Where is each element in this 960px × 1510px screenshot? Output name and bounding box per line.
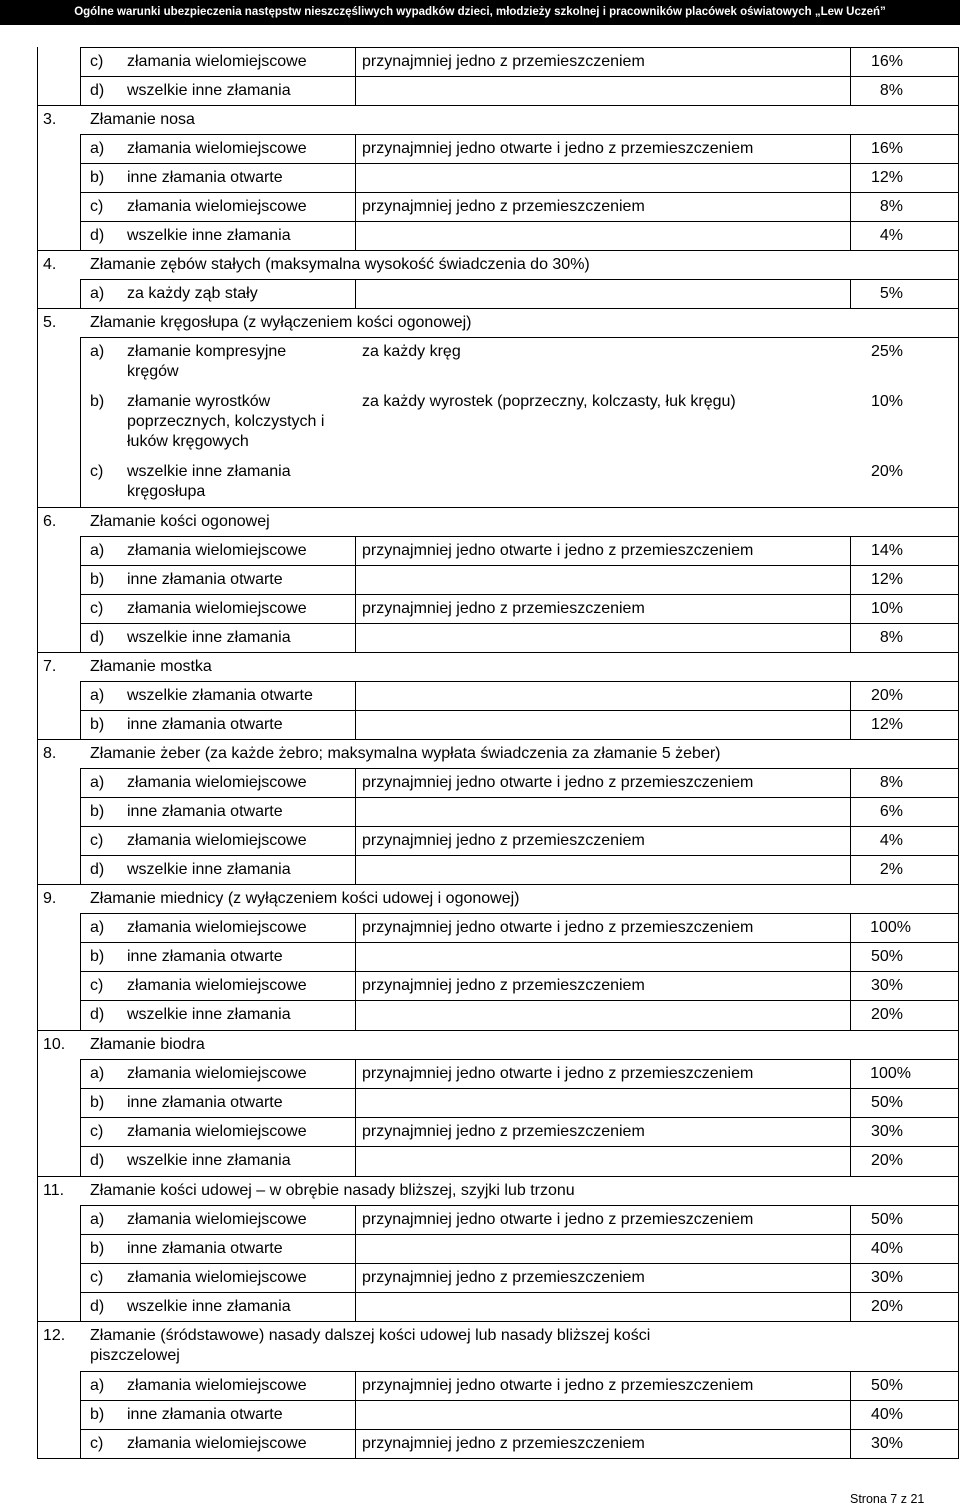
section-number: 5.: [43, 314, 57, 331]
item-percent: 40%: [870, 1406, 903, 1423]
rule-line: [80, 536, 959, 537]
item-percent: 30%: [870, 1123, 903, 1140]
rule-line: [80, 163, 81, 192]
item-description: inne złamania otwarte: [127, 169, 283, 186]
item-percent: 30%: [870, 1435, 903, 1452]
rule-line: [80, 826, 81, 855]
rule-line: [355, 1400, 356, 1429]
rule-line: [355, 913, 356, 942]
item-condition: przynajmniej jedno z przemieszczeniem: [362, 832, 645, 849]
rule-line: [80, 387, 81, 457]
item-description: złamanie wyrostków poprzecznych, kolczystych i łuków kręgowych: [127, 393, 325, 450]
item-condition: za każdy kręg: [362, 343, 461, 360]
rule-line: [37, 308, 959, 309]
rule-line: [37, 1030, 959, 1031]
rule-line: [80, 1234, 81, 1263]
item-description: złamania wielomiejscowe: [127, 1269, 307, 1286]
item-percent: 5%: [879, 285, 903, 302]
item-percent: 4%: [879, 227, 903, 244]
item-description: złamania wielomiejscowe: [127, 198, 307, 215]
item-percent: 4%: [879, 832, 903, 849]
rule-line: [80, 594, 959, 595]
rule-line: [80, 855, 81, 884]
item-condition: przynajmniej jedno otwarte i jedno z przemieszczeniem: [362, 1211, 754, 1228]
item-condition: przynajmniej jedno otwarte i jedno z przemieszczeniem: [362, 1377, 754, 1394]
rule-line: [355, 797, 356, 826]
item-description: wszelkie inne złamania: [127, 1006, 291, 1023]
rule-line: [355, 565, 356, 594]
rule-line: [80, 1371, 81, 1400]
rule-line: [80, 971, 81, 1000]
item-percent: 40%: [870, 1240, 903, 1257]
rule-line: [80, 47, 81, 76]
section-number: 9.: [43, 890, 57, 907]
rule-line: [80, 192, 959, 193]
rule-line: [80, 681, 959, 682]
item-description: inne złamania otwarte: [127, 1406, 283, 1423]
item-percent: 50%: [870, 1094, 903, 1111]
rule-line: [80, 942, 81, 971]
rule-line: [80, 1059, 81, 1088]
item-letter: c): [90, 1435, 104, 1452]
item-description: inne złamania otwarte: [127, 803, 283, 820]
item-percent: 12%: [870, 571, 903, 588]
rule-line: [80, 1400, 959, 1401]
rule-line: [355, 826, 356, 855]
item-percent: 2%: [879, 861, 903, 878]
item-description: złamania wielomiejscowe: [127, 774, 307, 791]
item-description: wszelkie złamania otwarte: [127, 687, 313, 704]
rule-line: [80, 942, 959, 943]
item-percent: 30%: [870, 977, 903, 994]
rule-line: [80, 797, 959, 798]
item-letter: b): [90, 571, 105, 588]
item-letter: d): [90, 629, 105, 646]
rule-line: [80, 1234, 959, 1235]
item-letter: a): [90, 140, 105, 157]
item-percent: 12%: [870, 169, 903, 186]
item-description: złamania wielomiejscowe: [127, 1377, 307, 1394]
item-percent: 12%: [870, 716, 903, 733]
item-description: wszelkie inne złamania: [127, 1152, 291, 1169]
item-letter: c): [90, 600, 104, 617]
item-percent: 8%: [879, 198, 903, 215]
item-condition: przynajmniej jedno otwarte i jedno z przemieszczeniem: [362, 919, 754, 936]
item-percent: 50%: [870, 1211, 903, 1228]
item-percent: 20%: [870, 1006, 903, 1023]
section-number: 4.: [43, 256, 57, 273]
item-description: złamania wielomiejscowe: [127, 919, 307, 936]
rule-line: [80, 507, 959, 508]
rule-line: [80, 1000, 81, 1030]
item-description: inne złamania otwarte: [127, 716, 283, 733]
rule-line: [80, 1088, 959, 1089]
rule-line: [850, 1059, 851, 1088]
rule-line: [80, 971, 959, 972]
section-number: 6.: [43, 513, 57, 530]
item-letter: c): [90, 463, 104, 480]
item-description: złamania wielomiejscowe: [127, 542, 307, 559]
rule-line: [355, 536, 356, 565]
rule-line: [355, 1263, 356, 1292]
rule-line: [355, 134, 356, 163]
item-percent: 100%: [870, 919, 911, 936]
item-letter: c): [90, 1269, 104, 1286]
rule-line: [80, 710, 81, 739]
item-description: wszelkie inne złamania kręgosłupa: [127, 463, 291, 500]
item-letter: d): [90, 861, 105, 878]
rule-line: [355, 594, 356, 623]
item-letter: c): [90, 832, 104, 849]
rule-line: [355, 855, 356, 884]
item-description: złamania wielomiejscowe: [127, 1065, 307, 1082]
item-description: złamania wielomiejscowe: [127, 832, 307, 849]
rule-line: [80, 1205, 81, 1234]
item-description: wszelkie inne złamania: [127, 1298, 291, 1315]
item-percent: 20%: [870, 1152, 903, 1169]
rule-line: [80, 1117, 81, 1146]
item-condition: przynajmniej jedno z przemieszczeniem: [362, 1123, 645, 1140]
section-title: Złamanie zębów stałych (maksymalna wysokość świadczenia do 30%): [90, 256, 590, 273]
item-letter: d): [90, 1152, 105, 1169]
rule-line: [80, 1117, 959, 1118]
item-percent: 30%: [870, 1269, 903, 1286]
item-letter: a): [90, 687, 105, 704]
rule-line: [355, 1429, 356, 1458]
rule-line: [80, 163, 959, 164]
rule-line: [80, 134, 81, 163]
rule-line: [80, 536, 81, 565]
item-percent: 10%: [870, 600, 903, 617]
rule-line: [80, 855, 959, 856]
rule-line: [850, 913, 851, 942]
section-title: Złamanie kręgosłupa (z wyłączeniem kości ogonowej): [90, 314, 472, 331]
item-description: złamania wielomiejscowe: [127, 1435, 307, 1452]
section-title: Złamanie żeber (za każde żebro; maksymalna wypłata świadczenia za złamanie 5 żeber): [90, 745, 721, 762]
rule-line: [37, 652, 959, 653]
item-condition: przynajmniej jedno z przemieszczeniem: [362, 1269, 645, 1286]
rule-line: [80, 913, 81, 942]
rule-line: [80, 681, 81, 710]
item-percent: 10%: [870, 393, 903, 410]
item-letter: a): [90, 919, 105, 936]
rule-line: [80, 710, 959, 711]
item-letter: a): [90, 285, 105, 302]
rule-line: [80, 913, 959, 914]
rule-line: [37, 1321, 959, 1322]
item-description: złamania wielomiejscowe: [127, 140, 307, 157]
item-condition: przynajmniej jedno z przemieszczeniem: [362, 198, 645, 215]
rule-line: [80, 192, 81, 221]
rule-line: [80, 1146, 81, 1176]
rule-line: [355, 76, 356, 105]
item-letter: a): [90, 343, 105, 360]
item-description: złamania wielomiejscowe: [127, 1123, 307, 1140]
item-letter: d): [90, 82, 105, 99]
rule-line: [355, 1205, 356, 1234]
item-letter: d): [90, 1298, 105, 1315]
item-letter: b): [90, 948, 105, 965]
rule-line: [37, 739, 959, 740]
item-condition: przynajmniej jedno otwarte i jedno z przemieszczeniem: [362, 1065, 754, 1082]
item-letter: a): [90, 774, 105, 791]
item-condition: przynajmniej jedno otwarte i jedno z przemieszczeniem: [362, 542, 754, 559]
item-description: złamania wielomiejscowe: [127, 600, 307, 617]
item-percent: 6%: [879, 803, 903, 820]
rule-line: [355, 942, 356, 971]
rule-line: [80, 768, 81, 797]
section-number: 12.: [43, 1327, 66, 1344]
section-number: 3.: [43, 111, 57, 128]
rule-line: [355, 623, 356, 652]
item-percent: 100%: [870, 1065, 911, 1082]
item-description: wszelkie inne złamania: [127, 82, 291, 99]
rule-line: [80, 134, 959, 135]
rule-line: [958, 47, 959, 1458]
rule-line: [80, 565, 81, 594]
rule-line: [80, 221, 81, 250]
rule-line: [80, 1263, 959, 1264]
rule-line: [355, 971, 356, 1000]
section-number: 11.: [43, 1182, 65, 1199]
rule-line: [355, 681, 356, 710]
rule-line: [80, 76, 81, 105]
item-condition: przynajmniej jedno z przemieszczeniem: [362, 600, 645, 617]
page-number: Strona 7 z 21: [850, 1492, 925, 1506]
rule-line: [80, 797, 81, 826]
rule-line: [355, 221, 356, 250]
item-percent: 14%: [870, 542, 903, 559]
item-percent: 8%: [879, 82, 903, 99]
rule-line: [80, 1000, 959, 1001]
rule-line: [355, 1000, 356, 1030]
section-title: Złamanie kości ogonowej: [90, 513, 270, 530]
rule-line: [355, 710, 356, 739]
rule-line: [80, 47, 959, 48]
section-title: Złamanie biodra: [90, 1036, 205, 1053]
item-percent: 25%: [870, 343, 903, 360]
item-description: złamania wielomiejscowe: [127, 53, 307, 70]
item-percent: 8%: [879, 774, 903, 791]
rule-line: [80, 594, 81, 623]
rule-line: [80, 1429, 959, 1430]
rule-line: [80, 1400, 81, 1429]
rule-line: [355, 1234, 356, 1263]
item-percent: 50%: [870, 1377, 903, 1394]
item-percent: 20%: [870, 687, 903, 704]
item-letter: c): [90, 1123, 104, 1140]
item-letter: b): [90, 803, 105, 820]
rule-line: [80, 1088, 81, 1117]
item-description: inne złamania otwarte: [127, 948, 283, 965]
item-letter: b): [90, 393, 105, 410]
rule-line: [37, 47, 38, 1458]
section-title: Złamanie kości udowej – w obrębie nasady bliższej, szyjki lub trzonu: [90, 1182, 575, 1199]
item-letter: b): [90, 716, 105, 733]
rule-line: [80, 457, 81, 507]
rule-line: [80, 1371, 959, 1372]
rule-line: [37, 105, 959, 106]
section-number: 7.: [43, 658, 57, 675]
item-letter: a): [90, 542, 105, 559]
section-title: Złamanie mostka: [90, 658, 212, 675]
item-description: złamanie kompresyjne kręgów: [127, 343, 287, 380]
item-letter: d): [90, 227, 105, 244]
section-number: 8.: [43, 745, 57, 762]
rule-line: [80, 826, 959, 827]
rule-line: [355, 192, 356, 221]
section-number: 10.: [43, 1036, 66, 1053]
section-title: Złamanie (śródstawowe) nasady dalszej kości udowej lub nasady bliższej kości piszczelowej: [90, 1327, 651, 1364]
item-letter: c): [90, 53, 104, 70]
item-description: wszelkie inne złamania: [127, 861, 291, 878]
rule-line: [80, 565, 959, 566]
item-condition: przynajmniej jedno z przemieszczeniem: [362, 1435, 645, 1452]
rule-line: [355, 768, 356, 797]
rule-line: [37, 884, 959, 885]
item-percent: 16%: [870, 140, 903, 157]
rule-line: [80, 1292, 959, 1293]
item-percent: 20%: [870, 463, 903, 480]
item-description: inne złamania otwarte: [127, 571, 283, 588]
rule-line: [355, 1371, 356, 1400]
item-percent: 20%: [870, 1298, 903, 1315]
rule-line: [355, 1088, 356, 1117]
item-letter: d): [90, 1006, 105, 1023]
rule-line: [37, 250, 959, 251]
rule-line: [80, 337, 959, 338]
item-percent: 16%: [870, 53, 903, 70]
item-description: za każdy ząb stały: [127, 285, 258, 302]
header-title: Ogólne warunki ubezpieczenia następstw nieszczęśliwych wypadków dzieci, młodzieży szkolnej i pracowników placówek oświatowych „Lew Uczeń”: [74, 6, 886, 18]
item-percent: 8%: [879, 629, 903, 646]
item-condition: za każdy wyrostek (poprzeczny, kolczasty, łuk kręgu): [362, 393, 736, 410]
rule-line: [80, 1263, 81, 1292]
item-letter: a): [90, 1377, 105, 1394]
rule-line: [80, 1059, 959, 1060]
rule-line: [80, 1292, 81, 1321]
rule-line: [355, 1117, 356, 1146]
rule-line: [80, 1429, 81, 1458]
rule-line: [355, 47, 356, 76]
rule-line: [355, 279, 356, 308]
rule-line: [80, 76, 959, 77]
item-description: inne złamania otwarte: [127, 1094, 283, 1111]
item-letter: a): [90, 1065, 105, 1082]
rule-line: [80, 279, 959, 280]
rule-line: [80, 1146, 959, 1147]
rule-line: [37, 1176, 959, 1177]
rule-line: [80, 221, 959, 222]
item-description: wszelkie inne złamania: [127, 629, 291, 646]
rule-line: [80, 623, 81, 652]
section-title: Złamanie miednicy (z wyłączeniem kości udowej i ogonowej): [90, 890, 520, 907]
item-description: wszelkie inne złamania: [127, 227, 291, 244]
rule-line: [80, 279, 81, 308]
item-letter: b): [90, 1406, 105, 1423]
item-letter: c): [90, 198, 104, 215]
rule-line: [80, 623, 959, 624]
rule-line: [80, 337, 81, 387]
item-description: inne złamania otwarte: [127, 1240, 283, 1257]
item-letter: c): [90, 977, 104, 994]
item-letter: b): [90, 1094, 105, 1111]
item-description: złamania wielomiejscowe: [127, 977, 307, 994]
document-header: [0, 0, 960, 25]
item-condition: przynajmniej jedno z przemieszczeniem: [362, 977, 645, 994]
rule-line: [80, 1205, 959, 1206]
item-condition: przynajmniej jedno otwarte i jedno z przemieszczeniem: [362, 140, 754, 157]
rule-line: [355, 163, 356, 192]
section-title: Złamanie nosa: [90, 111, 195, 128]
item-percent: 50%: [870, 948, 903, 965]
item-letter: b): [90, 1240, 105, 1257]
item-description: złamania wielomiejscowe: [127, 1211, 307, 1228]
rule-line: [355, 1059, 356, 1088]
item-letter: b): [90, 169, 105, 186]
item-condition: przynajmniej jedno otwarte i jedno z przemieszczeniem: [362, 774, 754, 791]
rule-line: [37, 1458, 959, 1459]
rule-line: [80, 768, 959, 769]
item-letter: a): [90, 1211, 105, 1228]
item-condition: przynajmniej jedno z przemieszczeniem: [362, 53, 645, 70]
rule-line: [355, 1146, 356, 1176]
rule-line: [355, 1292, 356, 1321]
